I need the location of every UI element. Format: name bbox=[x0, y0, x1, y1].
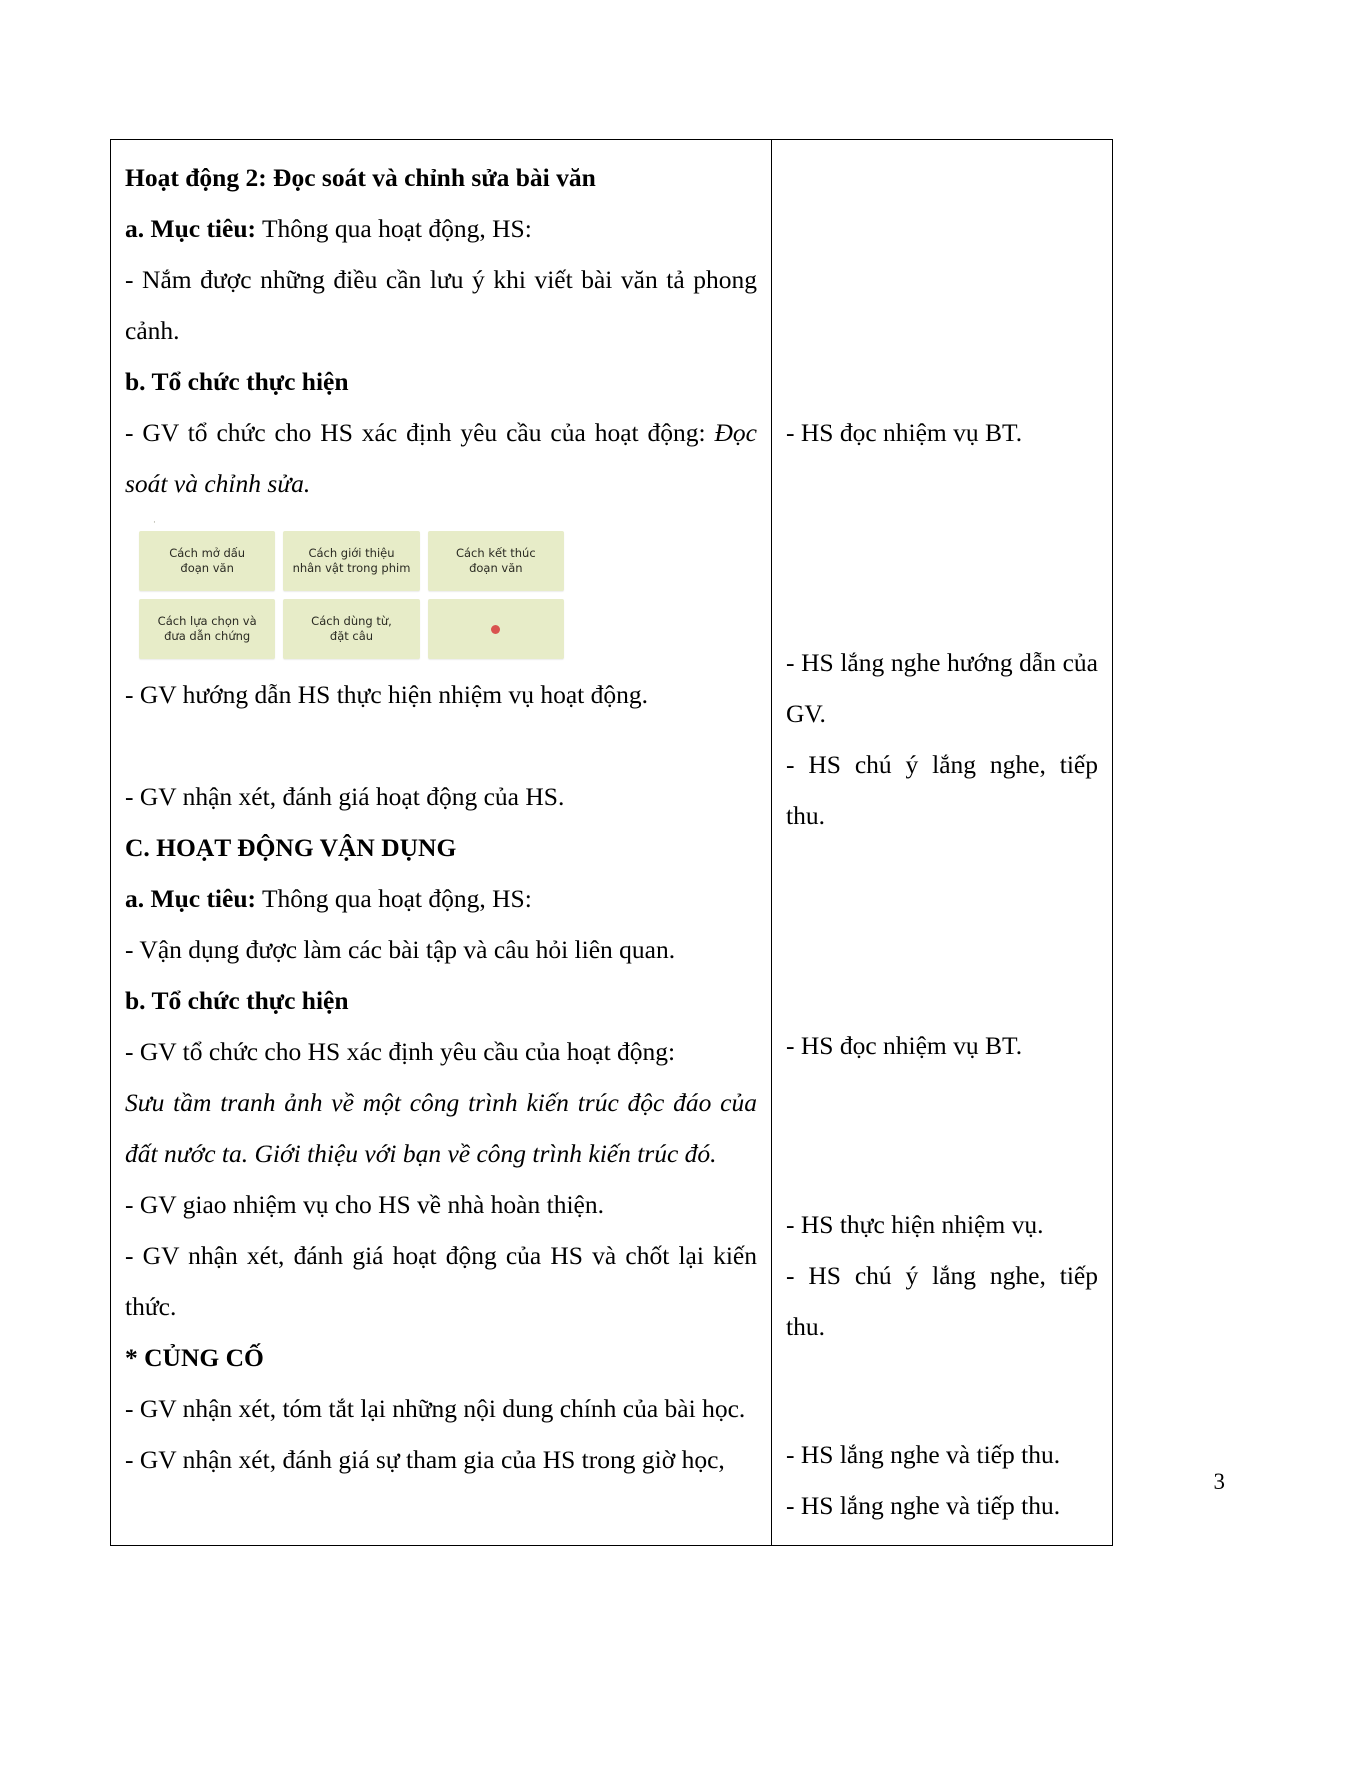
line-gv-guide: - GV hướng dẫn HS thực hiện nhiệm vụ hoạt động. bbox=[125, 680, 648, 709]
slide-box-text: Cách giới thiệu nhân vật trong phim bbox=[292, 546, 411, 575]
goal-line bbox=[125, 203, 757, 254]
blank-line bbox=[786, 994, 1098, 1020]
blank-line bbox=[786, 203, 1098, 254]
slide-box bbox=[428, 531, 564, 591]
line-gv-define-task bbox=[125, 407, 757, 509]
slide-box-grid bbox=[139, 531, 564, 659]
blank-line bbox=[786, 1071, 1098, 1122]
line-gv-assess-2: - GV nhận xét, đánh giá hoạt động của HS và chốt lại kiến thức. bbox=[125, 1241, 757, 1321]
line-gv-assess: - GV nhận xét, đánh giá hoạt động của HS. bbox=[125, 782, 565, 811]
teacher-activities-content bbox=[111, 140, 771, 1499]
table-cell-student-activities bbox=[772, 140, 1113, 1546]
red-dot-icon bbox=[491, 625, 500, 634]
slide-corner-mark: · bbox=[153, 518, 156, 528]
line-gv-home: - GV giao nhiệm vụ cho HS về nhà hoàn thiện. bbox=[125, 1190, 604, 1219]
student-note-2: - HS lắng nghe hướng dẫn của GV. bbox=[786, 648, 1098, 728]
student-note-1: - HS đọc nhiệm vụ BT. bbox=[786, 418, 1023, 447]
table-row bbox=[111, 140, 1113, 1546]
goal-bullet: - Nắm được những điều cần lưu ý khi viết bài văn tả phong cảnh. bbox=[125, 265, 757, 345]
blank-line bbox=[786, 1352, 1098, 1403]
line-gv-define-task-italic: Đọc soát và chỉnh sửa. bbox=[125, 418, 757, 498]
student-note-5: - HS thực hiện nhiệm vụ. bbox=[786, 1210, 1044, 1239]
line-cungco-2: - GV nhận xét, đánh giá sự tham gia của HS trong giờ học, bbox=[125, 1445, 725, 1474]
blank-line bbox=[786, 841, 1098, 892]
goal-line-2 bbox=[125, 873, 757, 924]
blank-line bbox=[786, 1403, 1098, 1429]
lesson-plan-table bbox=[110, 139, 1113, 1546]
student-note-8: - HS lắng nghe và tiếp thu. bbox=[786, 1491, 1061, 1520]
heading-activity-2: Hoạt động 2: Đọc soát và chỉnh sửa bài văn bbox=[125, 163, 596, 192]
goal-text-2: Thông qua hoạt động, HS: bbox=[261, 884, 532, 913]
blank-line bbox=[786, 892, 1098, 943]
blank-line bbox=[786, 152, 1098, 203]
slide-box bbox=[283, 599, 419, 659]
slide-box-text: Cách mở dấu đoạn văn bbox=[169, 546, 246, 575]
slide-box bbox=[139, 531, 275, 591]
slide-box-text: Cách kết thúc đoạn văn bbox=[455, 546, 536, 575]
blank-line bbox=[786, 356, 1098, 407]
blank-line bbox=[786, 458, 1098, 509]
slide-box-text: Cách lựa chọn và đưa dẫn chứng bbox=[157, 614, 257, 643]
goal-label-2: a. Mục tiêu: bbox=[125, 884, 257, 913]
goal-label: a. Mục tiêu: bbox=[125, 214, 257, 243]
student-note-3: - HS chú ý lắng nghe, tiếp thu. bbox=[786, 750, 1098, 830]
table-cell-teacher-activities bbox=[111, 140, 772, 1546]
blank-line bbox=[786, 943, 1098, 994]
student-note-4: - HS đọc nhiệm vụ BT. bbox=[786, 1031, 1023, 1060]
blank-line bbox=[786, 1122, 1098, 1173]
slide-box bbox=[283, 531, 419, 591]
task-italic-2: Sưu tầm tranh ảnh về một công trình kiến trúc độc đáo của đất nước ta. Giới thiệu với bạn về công trình kiến trúc đó. bbox=[125, 1088, 757, 1168]
heading-organize-2: b. Tổ chức thực hiện bbox=[125, 986, 349, 1015]
blank-line bbox=[786, 611, 1098, 637]
student-activities-content bbox=[772, 140, 1112, 1545]
blank-line bbox=[786, 305, 1098, 356]
student-note-6: - HS chú ý lắng nghe, tiếp thu. bbox=[786, 1261, 1098, 1341]
blank-line bbox=[786, 509, 1098, 560]
heading-organize: b. Tổ chức thực hiện bbox=[125, 367, 349, 396]
slide-box-text: Cách dùng từ, đặt câu bbox=[311, 614, 392, 643]
slide-box bbox=[428, 599, 564, 659]
heading-cung-co: * CỦNG CỐ bbox=[125, 1343, 264, 1372]
line-gv-define-task-2: - GV tổ chức cho HS xác định yêu cầu của hoạt động: bbox=[125, 1037, 676, 1066]
heading-section-c: C. HOẠT ĐỘNG VẬN DỤNG bbox=[125, 833, 457, 862]
line-cungco-1: - GV nhận xét, tóm tắt lại những nội dung chính của bài học. bbox=[125, 1394, 746, 1423]
goal-bullet-2: - Vận dụng được làm các bài tập và câu hỏi liên quan. bbox=[125, 935, 676, 964]
slide-box bbox=[139, 599, 275, 659]
goal-text: Thông qua hoạt động, HS: bbox=[261, 214, 532, 243]
blank-line bbox=[125, 720, 757, 771]
embedded-slide-image bbox=[139, 517, 564, 665]
blank-line bbox=[786, 254, 1098, 305]
blank-line bbox=[786, 560, 1098, 611]
page-number: 3 bbox=[1213, 1469, 1225, 1494]
blank-line bbox=[786, 1173, 1098, 1199]
line-gv-define-task-plain: - GV tổ chức cho HS xác định yêu cầu của hoạt động: bbox=[125, 418, 706, 447]
student-note-7: - HS lắng nghe và tiếp thu. bbox=[786, 1440, 1061, 1469]
